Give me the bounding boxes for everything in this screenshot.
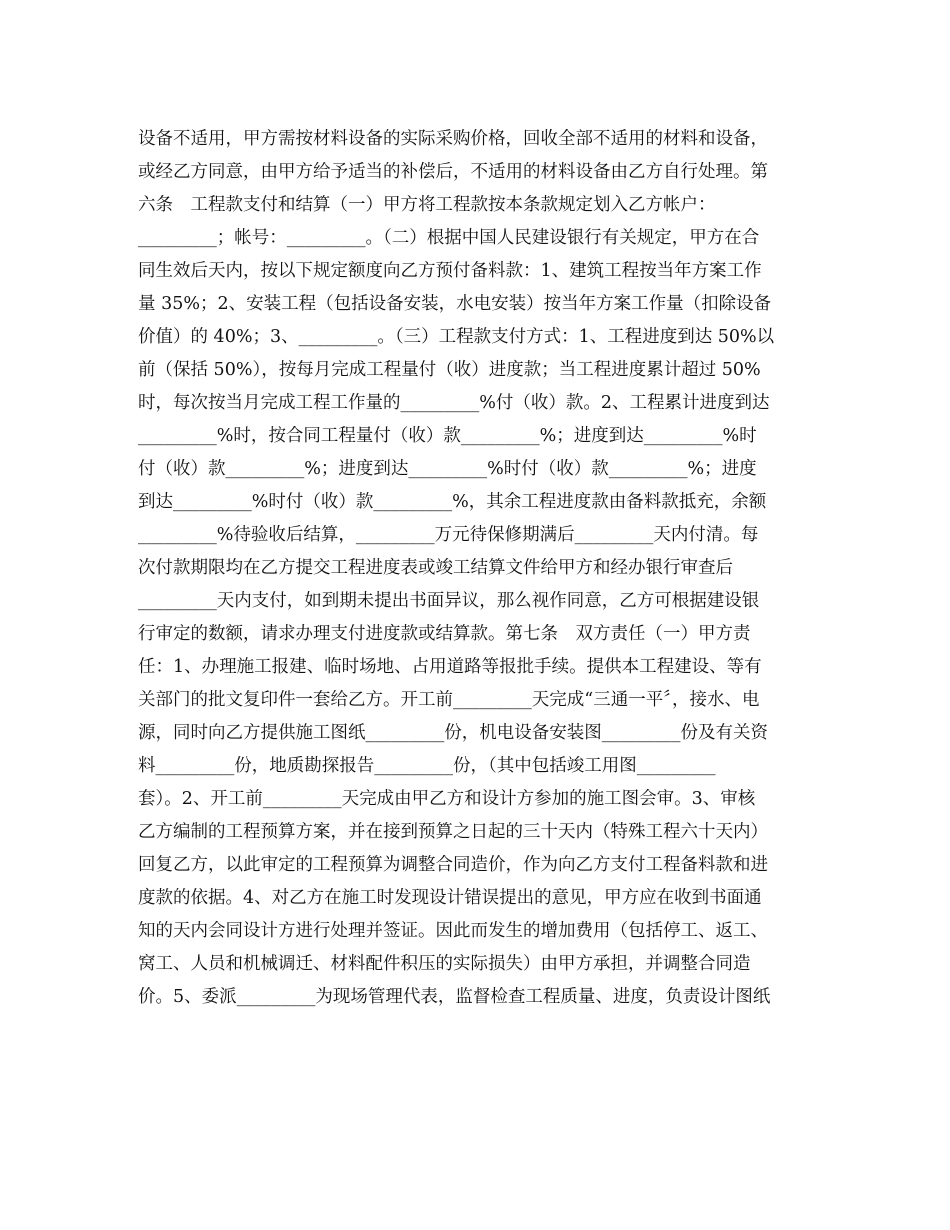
text-line: 到达_________%时付（收）款_________%，其余工程进度款由备料款抵充，余额 [138,492,767,512]
text-line: 任：1、办理施工报建、临时场地、占用道路等报批手续。提供本工程建设、等有 [138,657,762,677]
text-line: 知的天内会同设计方进行处理并签证。因此而发生的增加费用（包括停工、返工、 [138,921,768,941]
text-line: 乙方编制的工程预算方案，并在接到预算之日起的三十天内（特殊工程六十天内） [138,822,768,842]
text-line: 料_________份，地质勘探报告_________份，（其中包括竣工用图_________ [138,756,716,776]
text-line: 源，同时向乙方提供施工图纸_________份，机电设备安装图_________份及有关资 [138,723,768,743]
text-line: 次付款期限均在乙方提交工程进度表或竣工结算文件给甲方和经办银行审查后 [138,558,733,578]
text-line: _________天内支付，如到期未提出书面异议，那么视作同意，乙方可根据建设银 [138,591,760,611]
text-line: 关部门的批文复印件一套给乙方。开工前_________天完成“三通一平〞，接水、电 [138,690,760,710]
text-line: 付（收）款_________%；进度到达_________%时付（收）款_________%；进度 [138,459,757,479]
text-line: 时，每次按当月完成工程工作量的_________%付（收）款。2、工程累计进度到达 [138,393,770,413]
text-line: _________%待验收后结算，_________万元待保修期满后_________天内付清。每 [138,525,759,545]
text-line: 同生效后天内，按以下规定额度向乙方预付备料款：1、建筑工程按当年方案工作 [138,261,762,281]
text-line: 或经乙方同意，由甲方给予适当的补偿后，不适用的材料设备由乙方自行处理。第 [138,162,768,182]
text-line: 回复乙方，以此审定的工程预算为调整合同造价，作为向乙方支付工程备料款和进 [138,855,768,875]
text-line: 行审定的数额，请求办理支付进度款或结算款。第七条 双方责任（一）甲方责 [138,624,751,644]
contract-text-body [138,123,828,1014]
text-line: 价。5、委派_________为现场管理代表，监督检查工程质量、进度，负责设计图纸 [138,987,771,1007]
text-line: 前（保括 50%），按每月完成工程量付（收）进度款；当工程进度累计超过 50% [138,360,761,380]
text-line: 度款的依据。4、对乙方在施工时发现设计错误提出的意见，甲方应在收到书面通 [138,888,762,908]
text-line: 套）。2、开工前_________天完成由甲乙方和设计方参加的施工图会审。3、审核 [138,789,756,809]
text-line: _________%时，按合同工程量付（收）款_________%；进度到达_________%时 [138,426,757,446]
text-line: 六条 工程款支付和结算（一）甲方将工程款按本条款规定划入乙方帐户： [138,195,716,215]
text-line: 量 35%；2、安装工程（包括设备安装，水电安装）按当年方案工作量（扣除设备 [138,294,772,314]
text-line: 窝工、人员和机械调迁、材料配件积压的实际损失）由甲方承担，并调整合同造 [138,954,751,974]
text-line: _________；帐号：_________。（二）根据中国人民建设银行有关规定，甲方在合 [138,228,760,248]
text-line: 设备不适用，甲方需按材料设备的实际采购价格，回收全部不适用的材料和设备， [138,129,768,149]
text-line: 价值）的 40%；3、_________。（三）工程款支付方式：1、工程进度到达 50%以 [138,327,775,347]
